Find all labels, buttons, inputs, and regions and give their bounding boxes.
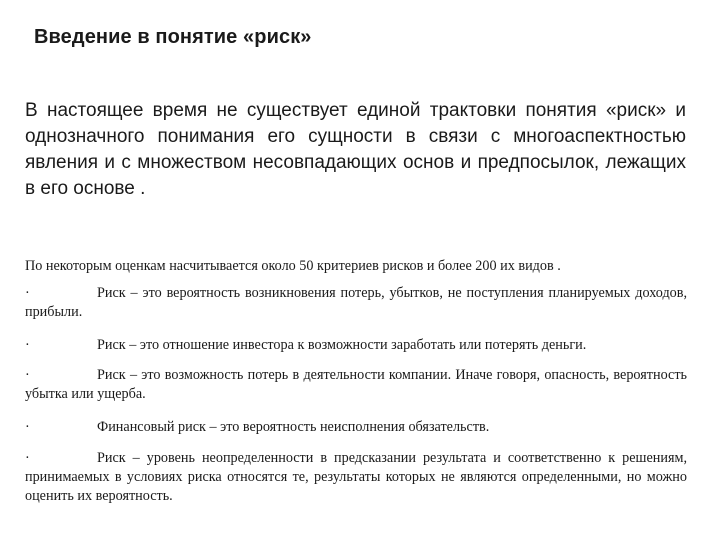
definition-item-4 xyxy=(25,418,687,437)
bullet-marker: · xyxy=(25,285,30,301)
definition-item-5 xyxy=(25,449,687,506)
bullet-marker: · xyxy=(25,450,30,466)
definition-item-3 xyxy=(25,366,687,404)
definitions-list xyxy=(25,284,687,506)
definition-text: Риск – уровень неопределенности в предсказании результата и соответственно к решениям, принимаемых в условиях риска относятся те, результаты которых не являются определенными, но можно оценить их вероятность. xyxy=(25,450,687,504)
slide-title: Введение в понятие «риск» xyxy=(34,26,312,48)
definition-item-2 xyxy=(25,336,687,355)
definition-text: Риск – это вероятность возникновения потерь, убытков, не поступления планируемых доходов, прибыли. xyxy=(25,285,687,320)
intro-paragraph: В настоящее время не существует единой трактовки понятия «риск» и однозначного понимания его сущности в связи с многоаспектностью явления и с множеством несовпадающих основ и предпосылок, лежащих в его основе . xyxy=(25,100,686,199)
bullet-marker: · xyxy=(25,337,30,353)
definition-item-1 xyxy=(25,284,687,322)
definition-text: Риск – это возможность потерь в деятельности компании. Иначе говоря, опасность, вероятность убытка или ущерба. xyxy=(25,367,687,402)
bullet-marker: · xyxy=(25,367,30,383)
definition-text: Риск – это отношение инвестора к возможности заработать или потерять деньги. xyxy=(97,337,587,353)
definition-text: Финансовый риск – это вероятность неисполнения обязательств. xyxy=(97,419,490,435)
estimate-paragraph: По некоторым оценкам насчитывается около 50 критериев рисков и более 200 их видов . xyxy=(25,258,561,274)
bullet-marker: · xyxy=(25,419,30,435)
